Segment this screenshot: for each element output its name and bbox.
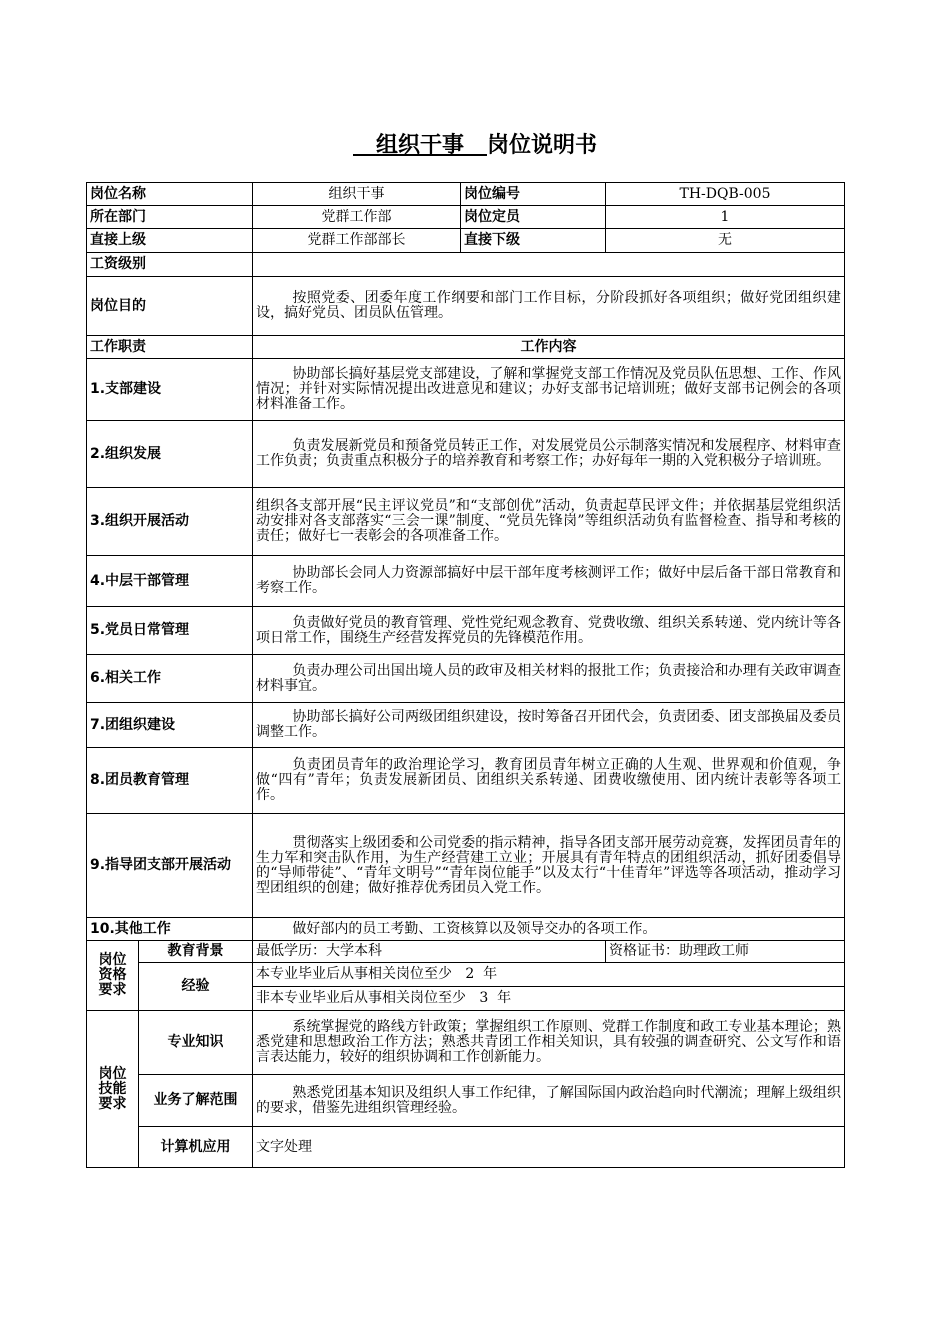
row-post-name bbox=[87, 183, 845, 206]
duty-row bbox=[87, 359, 845, 421]
business-label: 业务了解范围 bbox=[139, 1075, 253, 1127]
business-text: 熟悉党团基本知识及组织人事工作纪律，了解国际国内政治趋向时代潮流；理解上级组织的要求，借鉴先进组织管理经验。 bbox=[253, 1075, 845, 1127]
experience-other-major: 非本专业毕业后从事相关岗位至少 3 年 bbox=[253, 987, 845, 1011]
subordinate-value: 无 bbox=[606, 229, 845, 253]
dept-value: 党群工作部 bbox=[253, 206, 461, 229]
duty-row bbox=[87, 607, 845, 655]
salary-value bbox=[253, 253, 845, 277]
row-experience-same bbox=[87, 963, 845, 987]
headcount-value: 1 bbox=[606, 206, 845, 229]
knowledge-text: 系统掌握党的路线方针政策；掌握组织工作原则、党群工作制度和政工专业基本理论；熟悉党建和思想政治工作方法；熟悉共青团工作相关知识，具有较强的调查研究、公文写作和语言表达能力，较好的组织协调和工作创新能力。 bbox=[253, 1011, 845, 1075]
row-purpose bbox=[87, 277, 845, 336]
experience-same-major: 本专业毕业后从事相关岗位至少 2 年 bbox=[253, 963, 845, 987]
duty-row bbox=[87, 748, 845, 814]
row-salary bbox=[87, 253, 845, 277]
title-position-name: 组织干事 bbox=[375, 133, 464, 158]
experience-label: 经验 bbox=[139, 963, 253, 1011]
duty-name: 4.中层干部管理 bbox=[87, 556, 253, 607]
job-description-table bbox=[86, 182, 845, 1168]
computer-label: 计算机应用 bbox=[139, 1127, 253, 1168]
education-value: 最低学历：大学本科 bbox=[253, 941, 606, 963]
row-knowledge bbox=[87, 1011, 845, 1075]
duty-content: 组织各支部开展“民主评议党员”和“支部创优”活动，负责起草民评文件；并依据基层党组织活动安排对各支部落实“三会一课”制度、“党员先锋岗”等组织活动负有监督检查、指导和考核的责任；做好七一表彰会的各项准备工作。 bbox=[253, 488, 845, 556]
duty-row bbox=[87, 703, 845, 748]
skills-label: 岗位技能要求 bbox=[87, 1011, 139, 1168]
row-education bbox=[87, 941, 845, 963]
duty-name: 10.其他工作 bbox=[87, 918, 253, 941]
post-name-value: 组织干事 bbox=[253, 183, 461, 206]
salary-label: 工资级别 bbox=[87, 253, 253, 277]
headcount-label: 岗位定员 bbox=[461, 206, 606, 229]
post-code-label: 岗位编号 bbox=[461, 183, 606, 206]
purpose-label: 岗位目的 bbox=[87, 277, 253, 336]
duty-name: 8.团员教育管理 bbox=[87, 748, 253, 814]
duties-col1-header: 工作职责 bbox=[87, 336, 253, 359]
duty-name: 7.团组织建设 bbox=[87, 703, 253, 748]
duty-row bbox=[87, 814, 845, 918]
title-suffix: 岗位说明书 bbox=[486, 133, 597, 158]
duty-content: 协助部长搞好基层党支部建设，了解和掌握党支部工作情况及党员队伍思想、工作、作风情况；并针对实际情况提出改进意见和建议；办好支部书记培训班；做好支部书记例会的各项材料准备工作。 bbox=[253, 359, 845, 421]
duty-content: 协助部长搞好公司两级团组织建设，按时筹备召开团代会，负责团委、团支部换届及委员调整工作。 bbox=[253, 703, 845, 748]
certificate-value: 资格证书：助理政工师 bbox=[606, 941, 845, 963]
duty-name: 9.指导团支部开展活动 bbox=[87, 814, 253, 918]
duty-name: 5.党员日常管理 bbox=[87, 607, 253, 655]
post-code-value: TH-DQB-005 bbox=[606, 183, 845, 206]
computer-value: 文字处理 bbox=[253, 1127, 845, 1168]
dept-label: 所在部门 bbox=[87, 206, 253, 229]
duty-content: 做好部内的员工考勤、工资核算以及领导交办的各项工作。 bbox=[253, 918, 845, 941]
knowledge-label: 专业知识 bbox=[139, 1011, 253, 1075]
duty-content: 负责做好党员的教育管理、党性党纪观念教育、党费收缴、组织关系转递、党内统计等各项日常工作，围绕生产经营发挥党员的先锋模范作用。 bbox=[253, 607, 845, 655]
duty-row bbox=[87, 488, 845, 556]
qualification-label: 岗位资格要求 bbox=[87, 941, 139, 1011]
page-title bbox=[0, 128, 950, 159]
row-duties-header bbox=[87, 336, 845, 359]
row-computer bbox=[87, 1127, 845, 1168]
duty-name: 1.支部建设 bbox=[87, 359, 253, 421]
superior-value: 党群工作部部长 bbox=[253, 229, 461, 253]
duties-col2-header: 工作内容 bbox=[253, 336, 845, 359]
subordinate-label: 直接下级 bbox=[461, 229, 606, 253]
duty-name: 2.组织发展 bbox=[87, 421, 253, 488]
education-label: 教育背景 bbox=[139, 941, 253, 963]
row-superior bbox=[87, 229, 845, 253]
duty-content: 协助部长会同人力资源部搞好中层干部年度考核测评工作；做好中层后备干部日常教育和考察工作。 bbox=[253, 556, 845, 607]
duty-name: 6.相关工作 bbox=[87, 655, 253, 703]
purpose-text: 按照党委、团委年度工作纲要和部门工作目标，分阶段抓好各项组织；做好党团组织建设，搞好党员、团员队伍管理。 bbox=[253, 277, 845, 336]
post-name-label: 岗位名称 bbox=[87, 183, 253, 206]
superior-label: 直接上级 bbox=[87, 229, 253, 253]
row-business bbox=[87, 1075, 845, 1127]
duty-row bbox=[87, 556, 845, 607]
row-department bbox=[87, 206, 845, 229]
duty-content: 负责团员青年的政治理论学习，教育团员青年树立正确的人生观、世界观和价值观，争做“四有”青年；负责发展新团员、团组织关系转递、团费收缴使用、团内统计表彰等各项工作。 bbox=[253, 748, 845, 814]
duty-content: 贯彻落实上级团委和公司党委的指示精神，指导各团支部开展劳动竞赛，发挥团员青年的生力军和突击队作用，为生产经营建工立业；开展具有青年特点的团组织活动，抓好团委倡导的“导师带徒”、“青年文明号”“青年岗位能手”以及太行“十佳青年”评选等各项活动，推动学习型团组织的创建；做好推荐优秀团员入党工作。 bbox=[253, 814, 845, 918]
duty-row bbox=[87, 918, 845, 941]
duty-name: 3.组织开展活动 bbox=[87, 488, 253, 556]
duty-content: 负责办理公司出国出境人员的政审及相关材料的报批工作；负责接洽和办理有关政审调查材料事宜。 bbox=[253, 655, 845, 703]
duty-row bbox=[87, 655, 845, 703]
duty-row bbox=[87, 421, 845, 488]
duty-content: 负责发展新党员和预备党员转正工作，对发展党员公示制落实情况和发展程序、材料审查工作负责；负责重点积极分子的培养教育和考察工作；办好每年一期的入党积极分子培训班。 bbox=[253, 421, 845, 488]
